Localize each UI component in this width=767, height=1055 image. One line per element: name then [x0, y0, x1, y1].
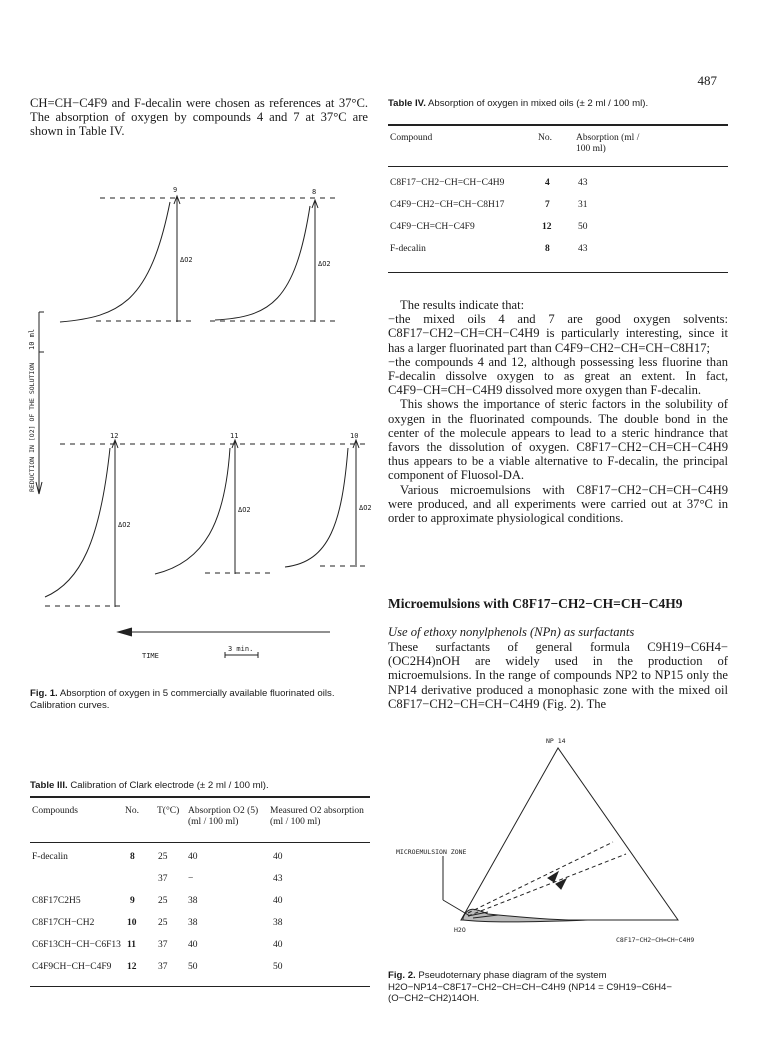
table-4-title	[388, 98, 728, 110]
results-paragraph: The results indicate that:	[400, 298, 525, 312]
table-3-title-text: Calibration of Clark electrode (± 2 ml / 100 ml).	[70, 780, 269, 791]
do2-label: ΔO2	[318, 260, 331, 268]
microemulsion-zone-label: MICROEMULSION ZONE	[396, 848, 467, 856]
figure-1-caption-label: Fig. 1.	[30, 688, 58, 699]
curve-10	[285, 448, 348, 567]
figure-1-caption	[30, 688, 370, 711]
ternary-top-label: NP 14	[546, 737, 566, 745]
curve-label-8: 8	[312, 188, 317, 196]
subsection-heading: Use of ethoxy nonylphenols (NPn) as surfactants	[388, 625, 635, 639]
intro-paragraph: CH=CH−C4F9 and F-decalin were chosen as references at 37°C. The absorption of oxygen by compounds 4 and 7 at 37°C are shown in Table IV.	[30, 96, 368, 139]
results-paragraph: Various microemulsions with C8F17−CH2−CH=CH−C4H9 were produced, and all experiments were carried out at 37°C in order to approximate physiological conditions.	[388, 482, 728, 526]
figure-2-caption-label: Fig. 2.	[388, 970, 416, 981]
table-3-title-label: Table III.	[30, 780, 68, 791]
results-block	[388, 298, 728, 525]
curve-label-12: 12	[110, 432, 119, 440]
curve-12	[45, 448, 110, 597]
curve-8	[215, 206, 310, 320]
do2-label: ΔO2	[238, 506, 251, 514]
table-3-header-no: No.	[125, 806, 139, 816]
curve-11	[155, 448, 230, 574]
table-3-header	[30, 806, 370, 836]
figure-2-caption	[388, 970, 728, 1005]
ternary-triangle	[461, 748, 678, 920]
table-3-title	[30, 780, 370, 792]
results-paragraph: This shows the importance of steric factors in the solubility of oxygen in the fluorinated compounds. The double bond in the center of the molecule appears to lead to a steric hindrance that favors the dissolution of oxygen. C8F17−CH2−CH=CH−C4H9 thus appears to be a viable alternative to F-decalin, the principal component of Fluosol-DA.	[388, 397, 728, 483]
figure-1-caption-text: Absorption of oxygen in 5 commercially available fluorinated oils. Calibration curves.	[30, 688, 335, 711]
results-paragraph: −the compounds 4 and 12, although possessing less fluorine than F-decalin dissolve oxygen to as great an extent. In fact, C4F9−CH=CH−C4H9 dissolved more oxygen than F-decalin.	[388, 354, 728, 398]
table-4-header: Compound No. Absorption (ml / 100 ml)	[390, 133, 640, 154]
table-4-body: C8F17−CH2−CH=CH−C4H9 4 43 C4F9−CH2−CH=CH−C8H17 7 31 C4F9−CH=CH−C4F9 12 50 F-decalin 8 43	[390, 178, 588, 254]
results-paragraph: −the mixed oils 4 and 7 are good oxygen solvents: C8F17−CH2−CH=CH−C4H9 is particularly interesting, since it has a larger fluorinated part than C4F9−CH2−CH=CH−C8H17;	[388, 312, 728, 355]
page-number: 487	[697, 73, 717, 88]
table-3-header-measured: Measured O2 absorption (ml / 100 ml)	[270, 806, 364, 827]
table-4-title-label: Table IV.	[388, 98, 426, 109]
figure-2	[388, 734, 733, 964]
do2-label: ΔO2	[180, 256, 193, 264]
scale-bar-label: 10 ml	[28, 328, 36, 350]
section-paragraph: These surfactants of general formula C9H19−C6H4−(OC2H4)nOH are widely used in the production of microemulsions. In the range of compounds NP2 to NP15 only the NP14 derivative produced a monophasic zone with the mixed oil C8F17−CH2−CH=CH−C4H9 (Fig. 2). The	[388, 640, 728, 711]
section-heading: Microemulsions with C8F17−CH2−CH=CH−C4H9	[388, 596, 683, 611]
y-axis-label: REDUCTION IN [O2] OF THE SOLUTION	[28, 362, 36, 492]
table-3-header-absorption: Absorption O2 (5) (ml / 100 ml)	[188, 806, 259, 827]
ternary-right-label: C8F17−CH2−CH=CH−C4H9	[616, 936, 695, 944]
figure-1	[30, 182, 370, 672]
curve-9	[60, 202, 170, 322]
dilution-line	[468, 842, 613, 913]
do2-label: ΔO2	[118, 521, 131, 529]
ternary-left-label: H2O	[454, 926, 466, 934]
do2-label: ΔO2	[359, 504, 372, 512]
curve-label-10: 10	[350, 432, 359, 440]
figure-2-caption-text: Pseudoternary phase diagram of the system H2O−NP14−C8F17−CH2−CH=CH−C4H9 (NP14 = C9H19−C6H4−(O−CH2−CH2)14OH.	[388, 970, 672, 1004]
curve-label-9: 9	[173, 186, 178, 194]
dilution-line	[468, 854, 626, 916]
table-3-header-temp: T(°C)	[157, 806, 180, 816]
curve-label-11: 11	[230, 432, 239, 440]
table-3-header-compounds: Compounds	[32, 806, 78, 816]
time-axis-label: TIME	[142, 652, 159, 660]
table-4-title-text: Absorption of oxygen in mixed oils (± 2 ml / 100 ml).	[428, 98, 649, 109]
table-3-body: F-decalin 8 25 40 40 37 − 43 C8F17C2H5 9 25 38 40 C8F17CH−CH2 10 25 38 38 C6F13CH−CH−C6F13 11 37 40 40 C4F9CH−CH−C4F9 12 37 50 50	[32, 852, 283, 972]
time-scale-label: 3 min.	[228, 645, 254, 653]
